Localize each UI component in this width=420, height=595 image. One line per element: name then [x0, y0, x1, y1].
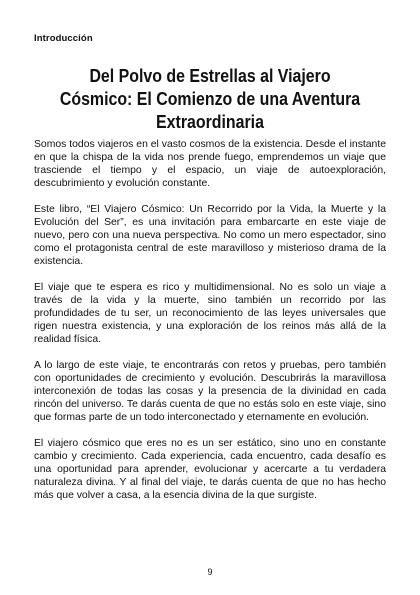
paragraph-5: El viajero cósmico que eres no es un ser estático, sino uno en constante cambio y crecimiento. Cada experiencia, cada encuentro, cada desafío es una oportunidad para aprender, evolucionar y acercarte a tu verdadera naturaleza divina. Y al final del viaje, te darás cuenta de que no has hecho más que volver a casa, a la esencia divina de la que surgiste. — [34, 438, 386, 501]
page-number: 9 — [207, 567, 213, 577]
paragraph-3: El viaje que te espera es rico y multidimensional. No es solo un viaje a través de la vida y la muerte, sino también un recorrido por las profundidades de tu ser, un reconocimiento de las leyes universales que rigen nuestra existencia, y una exploración de los reinos más allá de la realidad física. — [34, 282, 386, 345]
paragraph-4: A lo largo de este viaje, te encontrarás con retos y pruebas, pero también con oportunidades de crecimiento y evolución. Descubrirás la maravillosa interconexión de todas las cosas y la presencia de la divinidad en cada rincón del universo. Te darás cuenta de que no estás solo en este viaje, sino que formas parte de un todo interconectado y eternamente en evolución. — [34, 360, 386, 423]
paragraph-1: Somos todos viajeros en el vasto cosmos de la existencia. Desde el instante en que la chispa de la vida nos prende fuego, emprendemos un viaje que trasciende el tiempo y el espacio, un viaje de autoexploración, descubrimiento y evolución constante. — [34, 139, 386, 189]
section-label: Introducción — [34, 33, 93, 44]
body-text — [34, 138, 386, 515]
paragraph-2: Este libro, “El Viajero Cósmico: Un Recorrido por la Vida, la Muerte y la Evolución del Ser”, es una invitación para embarcarte en este viaje de nuevo, pero con una nueva perspectiva. No como un mero espectador, sino como el protagonista central de este maravilloso y misterioso drama de la existencia. — [34, 204, 386, 267]
chapter-title: Del Polvo de Estrellas al Viajero Cósmico: El Comienzo de una Aventura Extraordinaria — [59, 65, 361, 132]
